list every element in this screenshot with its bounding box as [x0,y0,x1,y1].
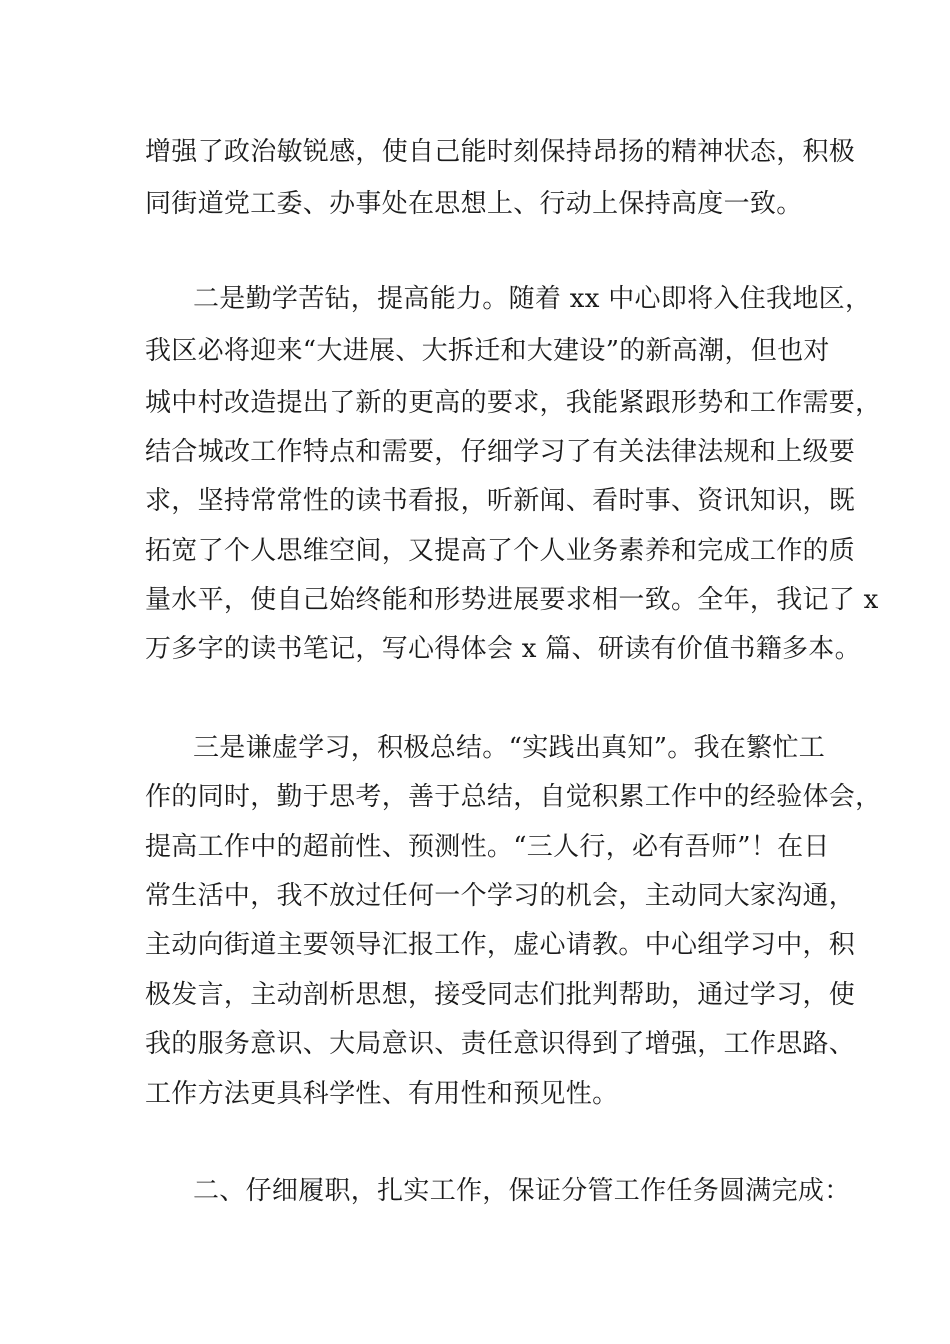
paragraph-2-line-7: 量水平，使自己始终能和形势进展要求相一致。全年，我记了 x [145,585,879,615]
paragraph-3-line-3: 提高工作中的超前性、预测性。“三人行，必有吾师”！在日 [145,832,830,862]
paragraph-1-line-1: 增强了政治敏锐感，使自己能时刻保持昂扬的精神状态，积极 [145,137,856,167]
paragraph-3-line-5: 主动向街道主要领导汇报工作，虚心请教。中心组学习中，积 [145,930,856,960]
paragraph-3-line-6: 极发言，主动剖析思想，接受同志们批判帮助，通过学习，使 [145,980,856,1010]
paragraph-3-line-7: 我的服务意识、大局意识、责任意识得到了增强，工作思路、 [145,1029,856,1059]
section-heading: 二、仔细履职，扎实工作，保证分管工作任务圆满完成： [193,1176,851,1206]
paragraph-2-line-6: 拓宽了个人思维空间，又提高了个人业务素养和完成工作的质 [145,536,856,566]
paragraph-3-line-8: 工作方法更具科学性、有用性和预见性。 [145,1079,619,1109]
paragraph-2-line-2: 我区必将迎来“大进展、大拆迁和大建设”的新高潮，但也对 [145,336,830,366]
paragraph-2-line-1: 二是勤学苦钻，提高能力。随着 xx 中心即将入住我地区， [193,284,872,314]
paragraph-2-line-8: 万多字的读书笔记，写心得体会 x 篇、研读有价值书籍多本。 [145,634,861,664]
paragraph-3-line-1: 三是谦虚学习，积极总结。“实践出真知”。我在繁忙工 [193,733,826,763]
paragraph-1-line-2: 同街道党工委、办事处在思想上、行动上保持高度一致。 [145,189,803,219]
paragraph-2-line-5: 求，坚持常常性的读书看报，听新闻、看时事、资讯知识，既 [145,486,856,516]
paragraph-2-line-4: 结合城改工作特点和需要，仔细学习了有关法律法规和上级要 [145,437,856,467]
paragraph-2-line-3: 城中村改造提出了新的更高的要求，我能紧跟形势和工作需要， [145,388,882,418]
paragraph-3-line-2: 作的同时，勤于思考，善于总结，自觉积累工作中的经验体会， [145,782,882,812]
paragraph-3-line-4: 常生活中，我不放过任何一个学习的机会，主动同大家沟通， [145,881,856,911]
